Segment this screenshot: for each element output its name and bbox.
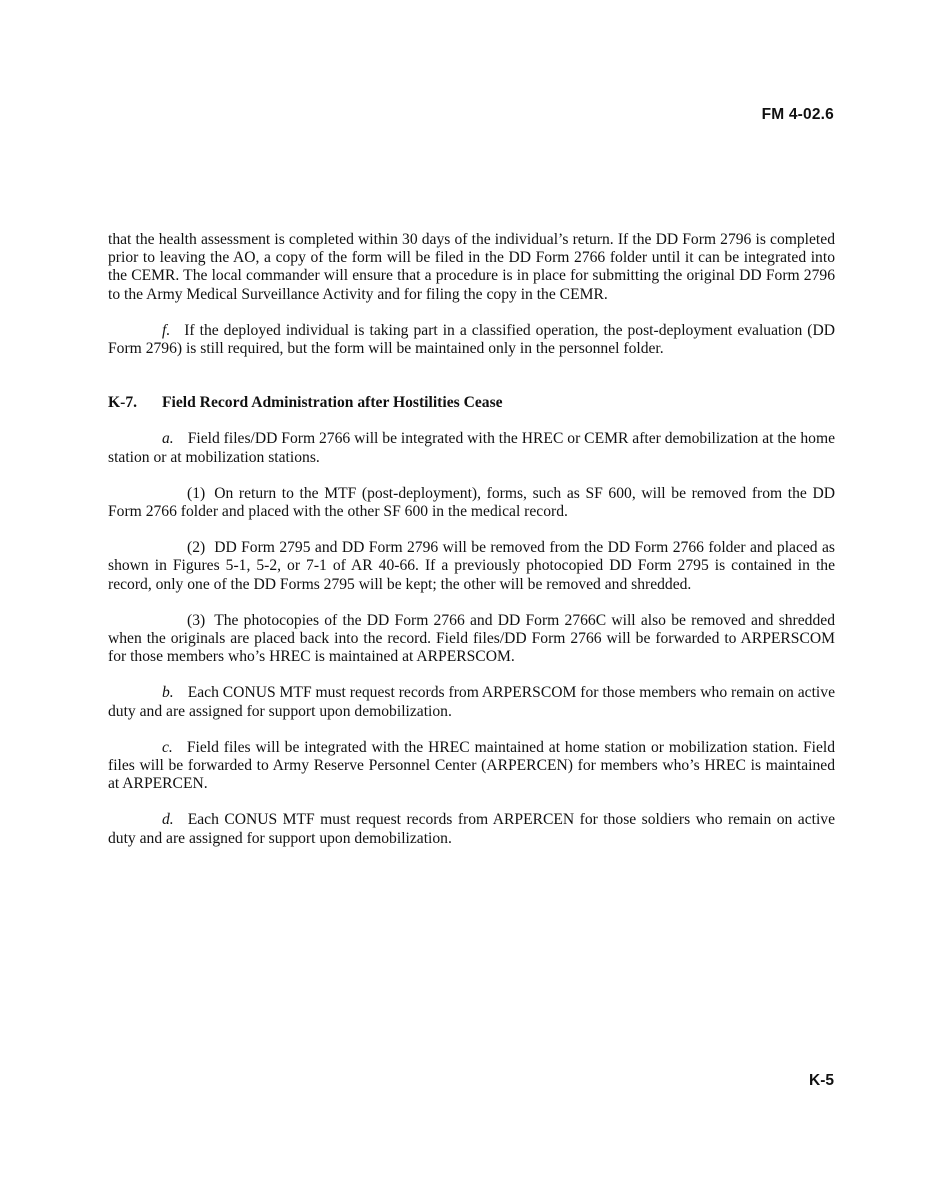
subparagraph-1 (108, 485, 835, 521)
paragraph-d-label: d. (162, 811, 174, 829)
subparagraph-3-label: (3) (187, 611, 206, 629)
subparagraph-1-text: On return to the MTF (post-deployment), forms, such as SF 600, will be removed from the DD Form 2766 folder and placed with the other SF 600 in the medical record. (108, 484, 835, 521)
paragraph-d-text: Each CONUS MTF must request records from ARPERCEN for those soldiers who remain on active duty and are assigned for support upon demobilization. (108, 811, 835, 847)
paragraph-b-label: b. (162, 684, 174, 702)
continuation-paragraph (108, 231, 835, 304)
subparagraph-2-text: DD Form 2795 and DD Form 2796 will be removed from the DD Form 2766 folder and placed as shown in Figures 5-1, 5-2, or 7-1 of AR 40-66. If a previously photocopied DD Form 2795 is contained in the record, only one of the DD Forms 2795 will be kept; the other will be removed and shredded. (108, 539, 835, 593)
running-header: FM 4-02.6 (761, 106, 834, 123)
paragraph-d (108, 811, 835, 847)
continuation-text: that the health assessment is completed within 30 days of the individual’s return. If the DD Form 2796 is completed prior to leaving the AO, a copy of the form will be filed in the DD Form 2766 folder until it can be integrated into the CEMR. The local commander will ensure that a procedure is in place for submitting the original DD Form 2796 to the Army Medical Surveillance Activity and for filing the copy in the CEMR. (108, 231, 835, 303)
paragraph-f (108, 322, 835, 358)
section-heading (108, 394, 835, 412)
subparagraph-1-label: (1) (187, 484, 206, 502)
paragraph-a-text: Field files/DD Form 2766 will be integrated with the HREC or CEMR after demobilization at the home station or at mobilization stations. (108, 430, 835, 466)
page-number: K-5 (809, 1072, 834, 1089)
paragraph-c (108, 739, 835, 794)
paragraph-b (108, 684, 835, 720)
subparagraph-2 (108, 539, 835, 594)
section-number: K-7. (108, 394, 138, 412)
section-title: Field Record Administration after Hostilities Cease (162, 394, 503, 412)
paragraph-c-label: c. (162, 738, 173, 756)
subparagraph-3 (108, 612, 835, 667)
subparagraph-2-label: (2) (187, 539, 206, 557)
subparagraph-3-text: The photocopies of the DD Form 2766 and DD Form 2766C will also be removed and shredded when the originals are placed back into the record. Field files/DD Form 2766 will be forwarded to ARPERSCOM for those members who’s HREC is maintained at ARPERSCOM. (108, 611, 835, 666)
paragraph-a (108, 430, 835, 466)
paragraph-f-label: f. (162, 321, 171, 339)
paragraph-c-text: Field files will be integrated with the HREC maintained at home station or mobilization station. Field files will be forwarded to Army Reserve Personnel Center (ARPERCEN) for members who’s HREC is maintained at ARPERCEN. (108, 738, 835, 793)
paragraph-f-text: If the deployed individual is taking part in a classified operation, the post-deployment evaluation (DD Form 2796) is still required, but the form will be maintained only in the personnel folder. (108, 321, 835, 358)
page-body (108, 231, 835, 848)
paragraph-b-text: Each CONUS MTF must request records from ARPERSCOM for those members who remain on active duty and are assigned for support upon demobilization. (108, 684, 835, 720)
paragraph-a-label: a. (162, 430, 174, 448)
